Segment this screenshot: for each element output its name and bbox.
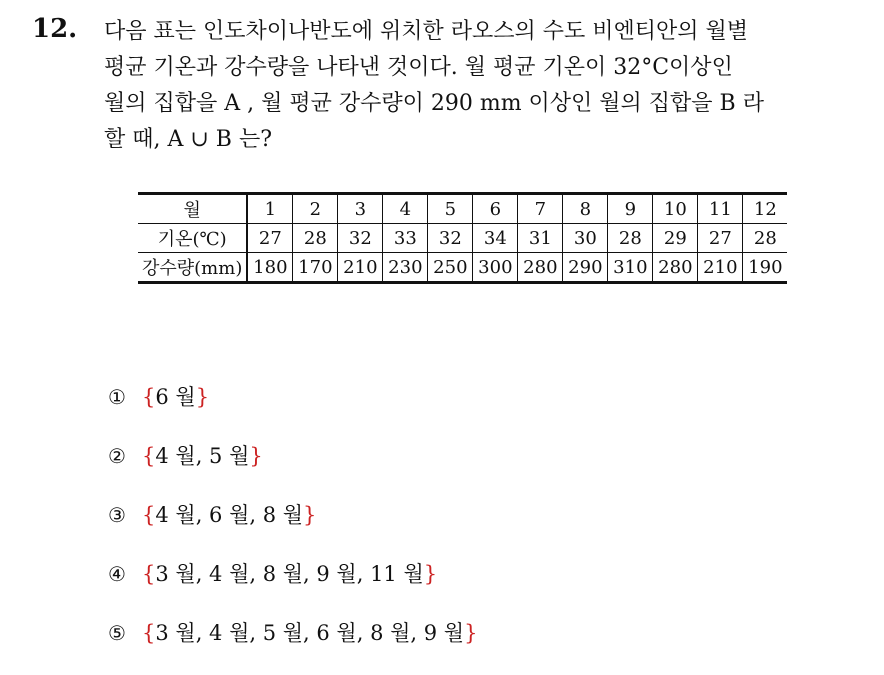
choice-text: 3 월, 4 월, 8 월, 9 월, 11 월 <box>155 562 424 586</box>
question-line-4: 할 때, A ∪ B 는? <box>104 127 272 152</box>
question-line-1: 다음 표는 인도차이나반도에 위치한 라오스의 수도 비엔티안의 월별 <box>104 19 749 44</box>
table-cell: 5 <box>428 194 473 224</box>
table-cell: 4 <box>383 194 428 224</box>
table-cell: 29 <box>653 224 698 253</box>
choice-3[interactable] <box>108 498 477 557</box>
table-cell: 27 <box>247 224 293 253</box>
table-cell: 31 <box>518 224 563 253</box>
table-row <box>138 194 787 224</box>
question-line-3: 월의 집합을 A , 월 평균 강수량이 290 mm 이상인 월의 집합을 B 라 <box>104 91 764 116</box>
choice-marker: ④ <box>108 562 126 586</box>
table-cell: 32 <box>428 224 473 253</box>
table-cell: 180 <box>247 253 293 283</box>
table-row <box>138 224 787 253</box>
choice-text: 3 월, 4 월, 5 월, 6 월, 8 월, 9 월 <box>155 621 465 645</box>
table-cell: 280 <box>653 253 698 283</box>
row-header: 기온(℃) <box>138 224 247 253</box>
table-cell: 210 <box>338 253 383 283</box>
table-cell: 10 <box>653 194 698 224</box>
choice-text: 6 월 <box>155 385 196 409</box>
table-cell: 32 <box>338 224 383 253</box>
close-brace: } <box>303 503 317 527</box>
table-cell: 290 <box>563 253 608 283</box>
open-brace: { <box>142 385 156 409</box>
choice-marker: ⑤ <box>108 621 126 645</box>
table-cell: 28 <box>743 224 788 253</box>
close-brace: } <box>423 562 438 586</box>
choice-5[interactable] <box>108 616 477 675</box>
table-cell: 30 <box>563 224 608 253</box>
table-cell: 3 <box>338 194 383 224</box>
table-cell: 230 <box>383 253 428 283</box>
table-cell: 11 <box>698 194 743 224</box>
table-cell: 8 <box>563 194 608 224</box>
question-number: 12. <box>32 14 78 44</box>
open-brace: { <box>142 503 156 527</box>
row-header: 월 <box>138 194 247 224</box>
close-brace: } <box>195 385 210 409</box>
table-cell: 28 <box>293 224 338 253</box>
table-cell: 280 <box>518 253 563 283</box>
table-cell: 7 <box>518 194 563 224</box>
table-cell: 6 <box>473 194 518 224</box>
question-line-2: 평균 기온과 강수량을 나타낸 것이다. 월 평균 기온이 32°C이상인 <box>104 55 733 80</box>
close-brace: } <box>249 444 263 468</box>
table-cell: 250 <box>428 253 473 283</box>
choice-marker: ③ <box>108 503 126 527</box>
table-cell: 1 <box>247 194 293 224</box>
choice-marker: ② <box>108 444 126 468</box>
choice-1[interactable] <box>108 380 477 439</box>
question-text <box>104 14 874 158</box>
table-cell: 210 <box>698 253 743 283</box>
table-cell: 33 <box>383 224 428 253</box>
table-cell: 2 <box>293 194 338 224</box>
close-brace: } <box>464 621 478 645</box>
choice-text: 4 월, 6 월, 8 월 <box>155 503 304 527</box>
table-cell: 190 <box>743 253 788 283</box>
table-cell: 310 <box>608 253 653 283</box>
table-cell: 28 <box>608 224 653 253</box>
choice-2[interactable] <box>108 439 477 498</box>
choice-text: 4 월, 5 월 <box>155 444 250 468</box>
open-brace: { <box>142 562 156 586</box>
table-cell: 170 <box>293 253 338 283</box>
answer-choices <box>108 380 477 675</box>
climate-table <box>138 192 787 284</box>
table-row <box>138 253 787 283</box>
table-cell: 300 <box>473 253 518 283</box>
table-cell: 12 <box>743 194 788 224</box>
table-cell: 34 <box>473 224 518 253</box>
open-brace: { <box>142 444 156 468</box>
row-header: 강수량(mm) <box>138 253 247 283</box>
table-cell: 9 <box>608 194 653 224</box>
choice-marker: ① <box>108 385 126 409</box>
choice-4[interactable] <box>108 557 477 616</box>
table-cell: 27 <box>698 224 743 253</box>
open-brace: { <box>142 621 156 645</box>
